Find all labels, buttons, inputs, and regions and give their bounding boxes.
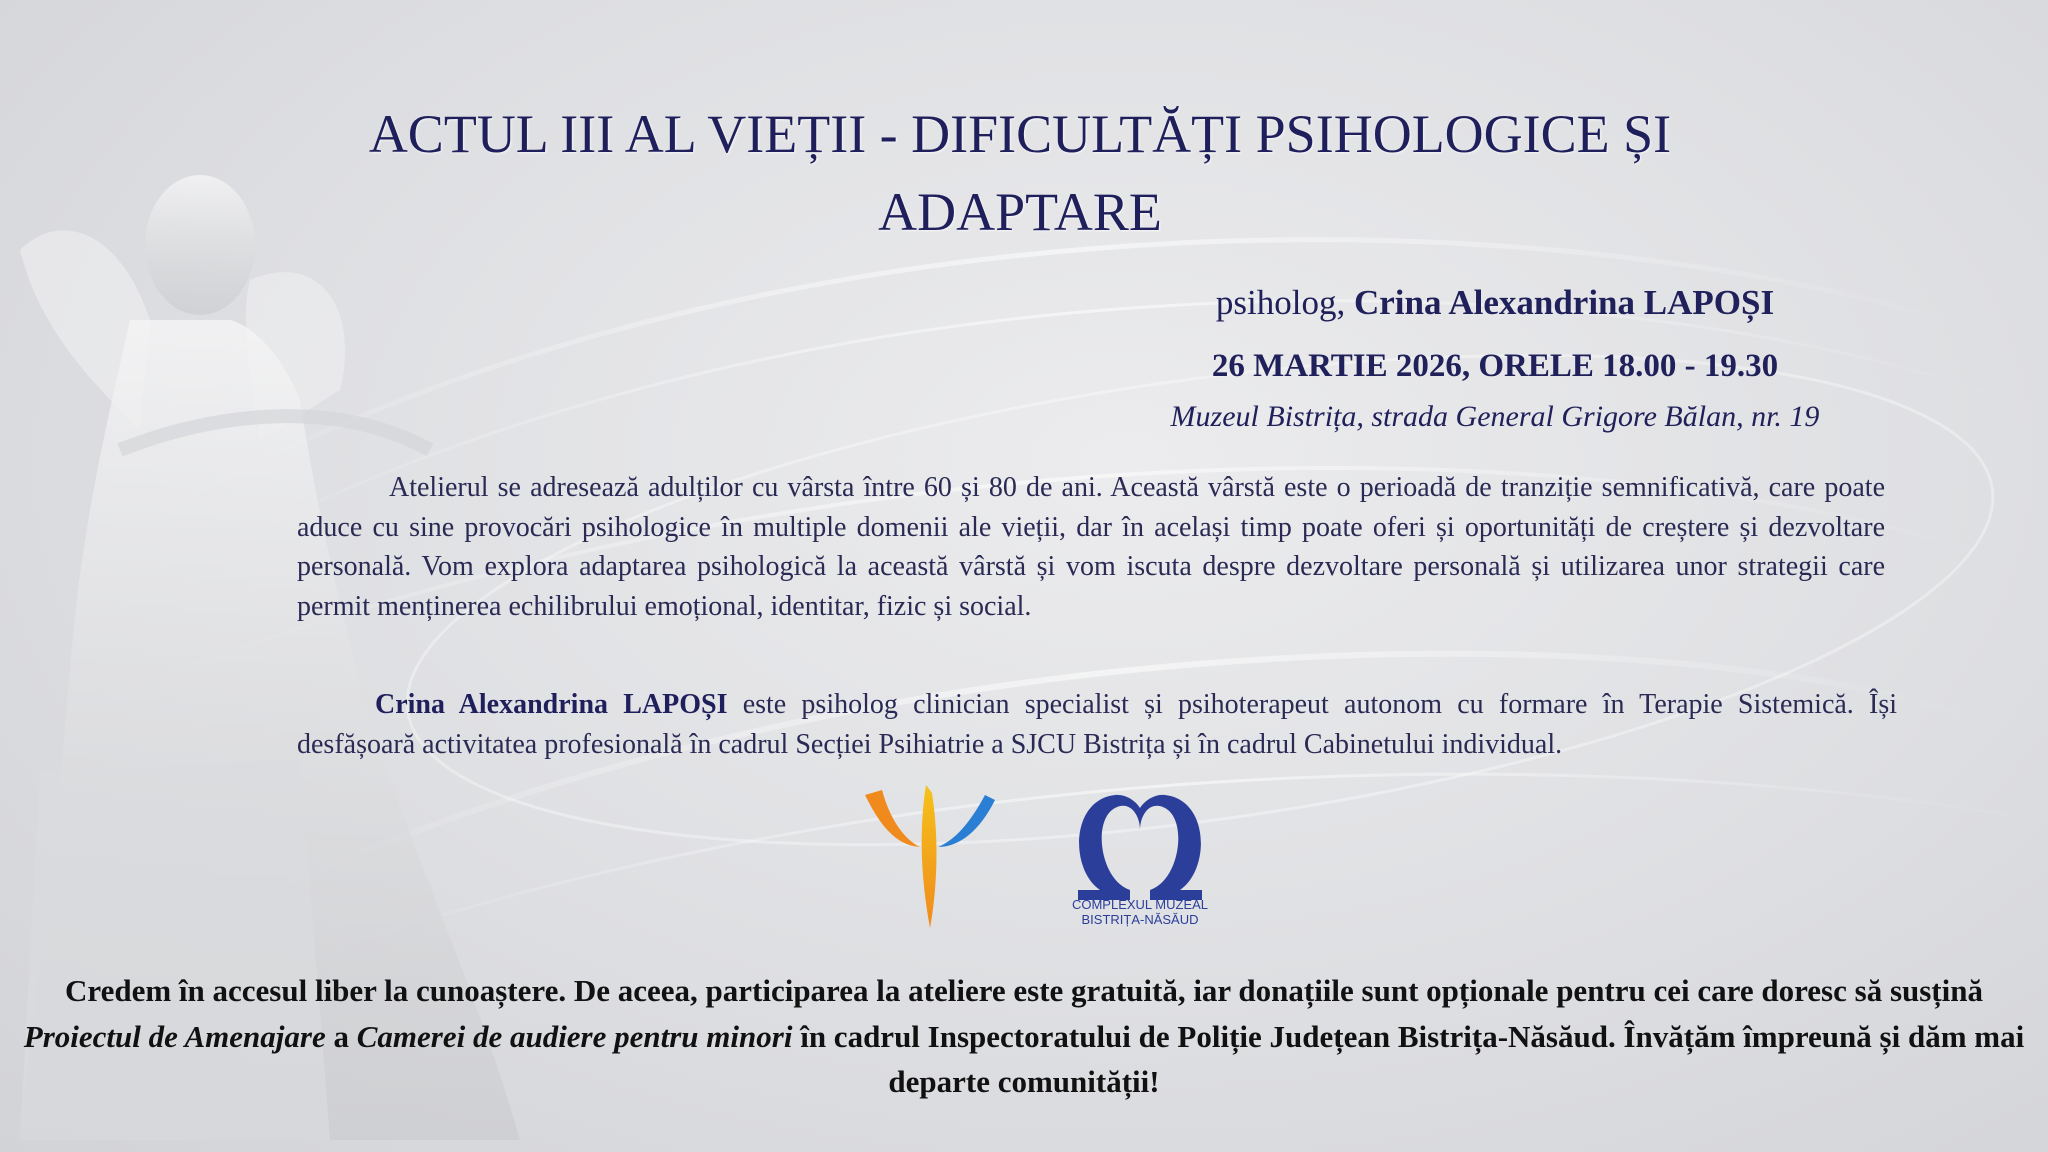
- title-line-2: ADAPTARE: [878, 182, 1162, 242]
- footer-part-2: a: [325, 1018, 357, 1054]
- event-date-separator: ,: [1461, 348, 1479, 384]
- footer-italic-chamber: Camerei de audiere pentru minori: [356, 1018, 793, 1054]
- speaker-name: Crina Alexandrina LAPOȘI: [1354, 283, 1775, 322]
- speaker-role: psiholog,: [1215, 283, 1354, 322]
- footer-part-3: în cadrul Inspectoratului de Poliție Județean Bistrița-Năsăud. Învățăm împreună și dăm mai departe comunității!: [792, 1018, 2025, 1099]
- description-paragraph-1: Atelierul se adresează adulților cu vârsta între 60 și 80 de ani. Această vârstă este o perioadă de tranziție semnificativă, care poate aduce cu sine provocări psihologice în multiple domenii ale vieții, dar în același timp poate oferi și oportunități de creștere și dezvoltare personală. Vom explora adaptarea psihologică la această vârstă și vom iscuta despre dezvoltare personală și utilizarea unor strategii care permit menținerea echilibrului emoțional, identitar, fizic și social.: [297, 472, 1885, 622]
- footer-italic-project: Proiectul de Amenajare: [23, 1018, 326, 1054]
- bio-text: este psiholog clinician specialist și psihoterapeut autonom cu formare în Terapie Sistemică. Își desfășoară activitatea profesională în cadrul Secției Psihiatrie a SJCU Bistrița și în cadrul Cabinetului individual.: [297, 689, 1898, 760]
- museum-name: [1050, 897, 1230, 927]
- description-paragraph-2: [297, 685, 1897, 764]
- event-hours: ORELE 18.00 - 19.30: [1478, 348, 1779, 384]
- event-venue: Muzeul Bistrița, strada General Grigore Bălan, nr. 19: [1170, 400, 1820, 433]
- title-line-1: ACTUL III AL VIEȚII - DIFICULTĂȚI PSIHOLOGICE ȘI: [368, 104, 1672, 164]
- psi-logo-icon: [860, 785, 1000, 930]
- event-title: [300, 95, 1740, 251]
- museum-name-line-2: BISTRIȚA-NĂSĂUD: [1081, 912, 1199, 927]
- event-date-line: [1000, 348, 1990, 385]
- speaker-line: [1000, 283, 1990, 323]
- event-date: 26 MARTIE 2026: [1211, 348, 1462, 384]
- footer-statement: [20, 968, 2028, 1105]
- museum-name-line-1: COMPLEXUL MUZEAL: [1071, 897, 1209, 912]
- footer-part-1: Credem în accesul liber la cunoaștere. De aceea, participarea la ateliere este gratuită, iar donațiile sunt opționale pentru cei care doresc să susțină: [64, 973, 1983, 1008]
- bio-name: Crina Alexandrina LAPOȘI: [375, 689, 728, 720]
